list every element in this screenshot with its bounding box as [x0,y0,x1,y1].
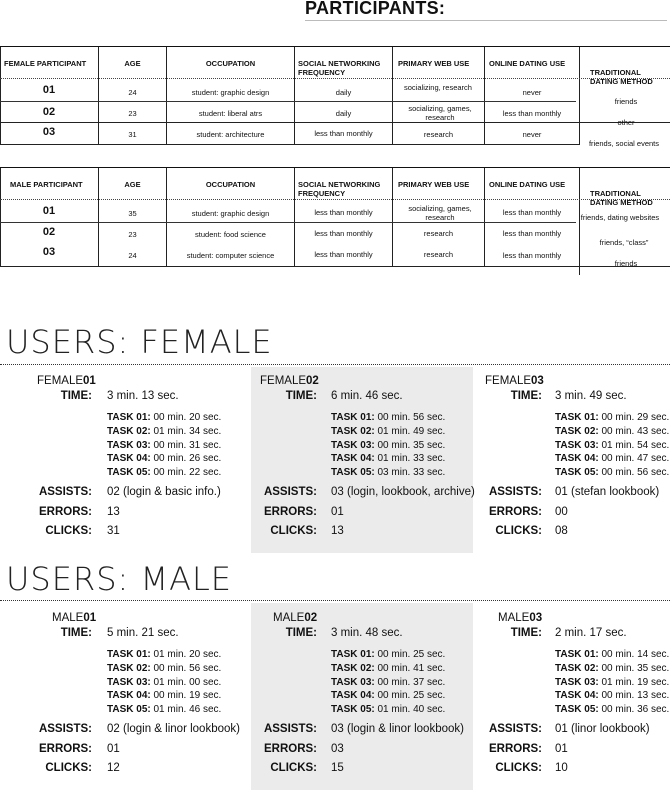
traditional-cell: friends [614,97,638,106]
header-age: AGE [124,59,141,68]
header-online-dating: ONLINE DATING USE [489,59,566,68]
task-duration: 00 min. 35 sec. [374,439,446,451]
user-name [485,375,544,387]
header-traditional-dating: TRADITIONAL DATING METHOD [590,68,653,86]
task-label: TASK 03: [107,439,151,451]
traditional-cell: friends, dating websites [580,213,660,222]
users-female-title: USERS: FEMALE [6,323,273,361]
assists-value: 01 (linor lookbook) [555,723,650,735]
occupation-cell: student: graphic design [191,209,270,218]
assists-value: 02 (login & basic info.) [107,486,221,498]
user-name [260,375,319,387]
clicks-label: CLICKS: [45,762,92,774]
online-dating-cell: less than monthly [502,109,562,118]
task-duration: 00 min. 22 sec. [150,467,222,479]
task-label: TASK 02: [331,425,375,437]
time-label: TIME: [510,390,542,402]
task-duration: 01 min. 46 sec. [150,704,222,716]
users-male-title: USERS: MALE [6,560,232,598]
assists-label: ASSISTS: [488,723,542,735]
user-number: 01 [83,612,97,624]
task-time [331,648,445,662]
task-time [555,703,669,717]
task-duration: 01 min. 20 sec. [150,649,222,660]
task-label: TASK 03: [331,676,375,688]
errors-label: ERRORS: [488,743,542,755]
traditional-cell: friends [614,259,638,268]
errors-label: ERRORS: [38,506,92,518]
age-cell: 35 [128,209,137,218]
assists-value: 03 (login, lookbook, archive) [331,486,475,498]
column-divider [579,47,580,127]
task-duration: 00 min. 13 sec. [598,690,670,702]
errors-label: ERRORS: [38,743,92,755]
clicks-label: CLICKS: [495,525,542,537]
social-cell: less than monthly [314,229,373,238]
task-duration: 00 min. 35 sec. [598,662,670,674]
assists-value: 03 (login & linor lookbook) [331,723,464,735]
online-dating-cell: less than monthly [502,208,562,217]
user-name [498,612,542,624]
participants-title: PARTICIPANTS: [305,0,446,18]
user-name [273,612,317,624]
task-label: TASK 05: [331,704,375,716]
web-use-cell: research [423,130,454,139]
header-participant: MALE PARTICIPANT [10,180,83,189]
occupation-cell: student: architecture [196,130,265,139]
assists-label: ASSISTS: [263,486,317,498]
task-label: TASK 05: [107,704,151,716]
task-time [331,703,445,717]
web-use-cell: research [423,229,454,238]
task-duration: 01 min. 54 sec. [598,439,670,451]
task-duration: 01 min. 34 sec. [150,425,222,437]
online-dating-cell: less than monthly [502,251,562,260]
clicks-label: CLICKS: [270,762,317,774]
participant-id: 01 [42,84,56,96]
time-label: TIME: [285,390,317,402]
task-time [331,676,445,690]
online-dating-cell: never [522,88,542,97]
time-label: TIME: [510,627,542,639]
task-duration: 00 min. 56 sec. [374,412,446,423]
clicks-label: CLICKS: [45,525,92,537]
task-duration: 01 min. 40 sec. [374,704,446,716]
header-primary-web-use: PRIMARY WEB USE [398,59,470,68]
time-label: TIME: [285,627,317,639]
clicks-value: 08 [555,525,568,537]
task-duration: 01 min. 19 sec. [598,676,670,688]
row-divider [0,222,576,223]
traditional-cell: other [617,118,635,127]
clicks-value: 31 [107,525,120,537]
task-time [555,439,669,453]
social-cell: daily [335,88,352,97]
task-time [331,439,445,453]
male-table-row-3 [0,243,670,266]
task-time [331,452,445,466]
task-time [331,689,445,703]
assists-label: ASSISTS: [38,486,92,498]
errors-label: ERRORS: [488,506,542,518]
task-duration: 00 min. 29 sec. [598,412,670,423]
participant-id: 02 [42,106,56,118]
assists-value: 02 (login & linor lookbook) [107,723,240,735]
web-use-cell: socializing, games, research [408,204,472,222]
user-group-prefix: FEMALE [37,375,84,387]
column-divider [392,47,393,123]
clicks-value: 10 [555,762,568,774]
task-duration: 00 min. 20 sec. [150,412,222,423]
task-time [331,662,445,676]
task-time [555,662,669,676]
task-label: TASK 04: [555,453,599,465]
task-duration: 00 min. 14 sec. [598,649,670,660]
errors-value: 00 [555,506,568,518]
task-duration: 00 min. 25 sec. [374,649,446,660]
user-number: 02 [304,612,318,624]
assists-label: ASSISTS: [38,723,92,735]
header-online-dating: ONLINE DATING USE [489,180,566,189]
task-duration: 00 min. 31 sec. [150,439,222,451]
task-duration: 00 min. 36 sec. [598,704,670,716]
male-participant-table [0,167,670,247]
task-time [555,648,669,662]
occupation-cell: student: food science [195,230,266,239]
task-label: TASK 03: [331,439,375,451]
task-label: TASK 01: [107,649,151,660]
header-traditional-dating: TRADITIONAL DATING METHOD [590,189,653,207]
header-age: AGE [124,180,141,189]
task-time [331,411,445,425]
user-name [52,612,96,624]
errors-value: 03 [331,743,344,755]
task-label: TASK 04: [107,453,151,465]
task-label: TASK 03: [555,439,599,451]
task-label: TASK 04: [555,690,599,702]
occupation-cell: student: computer science [186,251,275,260]
user-name [37,375,96,387]
task-time [555,466,669,480]
task-duration: 03 min. 33 sec. [374,467,446,479]
task-time [107,662,221,676]
user-group-prefix: MALE [273,612,305,624]
participant-id: 03 [42,246,56,258]
user-group-prefix: MALE [498,612,530,624]
section-rule [0,364,670,365]
errors-label: ERRORS: [263,743,317,755]
task-duration: 00 min. 56 sec. [150,662,222,674]
task-time [107,676,221,690]
time-value: 3 min. 48 sec. [331,627,403,639]
task-duration: 00 min. 26 sec. [150,453,222,465]
occupation-cell: student: liberal atrs [198,109,263,118]
task-duration: 00 min. 19 sec. [150,690,222,702]
header-primary-web-use: PRIMARY WEB USE [398,180,470,189]
header-occupation: OCCUPATION [205,59,256,68]
task-label: TASK 05: [107,467,151,479]
task-label: TASK 01: [107,412,151,423]
participant-id: 02 [42,226,56,238]
time-value: 2 min. 17 sec. [555,627,627,639]
task-duration: 01 min. 33 sec. [374,453,446,465]
social-cell: daily [335,109,352,118]
user-number: 01 [83,375,96,387]
web-use-cell: research [423,250,454,259]
task-time [107,425,221,439]
user-number: 03 [529,612,543,624]
time-value: 3 min. 13 sec. [107,390,179,402]
clicks-value: 12 [107,762,120,774]
task-time [107,452,221,466]
task-label: TASK 02: [107,425,151,437]
task-time [107,466,221,480]
task-label: TASK 02: [555,425,599,437]
user-number: 02 [306,375,319,387]
time-label: TIME: [60,390,92,402]
task-time [555,689,669,703]
header-divider [0,199,670,200]
clicks-label: CLICKS: [270,525,317,537]
assists-value: 01 (stefan lookbook) [555,486,660,498]
task-label: TASK 01: [331,412,375,423]
task-label: TASK 01: [555,412,599,423]
time-label: TIME: [60,627,92,639]
task-label: TASK 01: [331,649,375,660]
task-time [107,439,221,453]
social-cell: less than monthly [314,208,373,217]
task-duration: 00 min. 47 sec. [598,453,670,465]
task-label: TASK 02: [555,662,599,674]
clicks-value: 13 [331,525,344,537]
task-label: TASK 04: [107,690,151,702]
web-use-cell: socializing, games, research [408,104,472,122]
task-label: TASK 02: [331,662,375,674]
task-time [555,411,669,425]
task-label: TASK 05: [331,467,375,479]
task-time [331,425,445,439]
errors-value: 13 [107,506,120,518]
participant-id: 01 [42,205,56,217]
female-table-row-3 [0,122,670,148]
task-label: TASK 05: [555,467,599,479]
time-value: 5 min. 21 sec. [107,627,179,639]
user-group-prefix: MALE [52,612,84,624]
task-label: TASK 05: [555,704,599,716]
task-duration: 01 min. 00 sec. [150,676,222,688]
task-time [107,411,221,425]
social-cell: less than monthly [314,250,373,259]
social-cell: less than monthly [314,129,373,138]
online-dating-cell: less than monthly [502,229,562,238]
task-time [107,689,221,703]
online-dating-cell: never [522,130,542,139]
age-cell: 23 [128,230,137,239]
assists-label: ASSISTS: [488,486,542,498]
task-duration: 00 min. 25 sec. [374,690,446,702]
errors-value: 01 [331,506,344,518]
task-time [555,452,669,466]
row-divider [0,101,576,102]
header-participant: FEMALE PARTICIPANT [4,59,87,68]
clicks-label: CLICKS: [495,762,542,774]
task-time [555,425,669,439]
task-time [107,703,221,717]
participant-id: 03 [42,126,56,138]
time-value: 6 min. 46 sec. [331,390,403,402]
header-social-networking: SOCIAL NETWORKING FREQUENCY [298,180,381,198]
header-divider [0,78,670,79]
task-label: TASK 02: [107,662,151,674]
task-label: TASK 04: [331,453,375,465]
header-occupation: OCCUPATION [205,180,256,189]
clicks-value: 15 [331,762,344,774]
traditional-cell: friends, “class” [599,238,649,247]
female-participant-table [0,46,670,127]
task-label: TASK 03: [107,676,151,688]
occupation-cell: student: graphic design [191,88,270,97]
errors-value: 01 [107,743,120,755]
task-duration: 00 min. 56 sec. [598,467,670,479]
section-rule [0,600,670,601]
errors-label: ERRORS: [263,506,317,518]
header-social-networking: SOCIAL NETWORKING FREQUENCY [298,59,381,77]
user-number: 03 [531,375,544,387]
user-group-prefix: FEMALE [485,375,532,387]
task-time [555,676,669,690]
task-duration: 01 min. 49 sec. [374,425,446,437]
time-value: 3 min. 49 sec. [555,390,627,402]
assists-label: ASSISTS: [263,723,317,735]
task-time [331,466,445,480]
participants-title-rule [305,20,667,21]
task-label: TASK 01: [555,649,599,660]
task-duration: 00 min. 41 sec. [374,662,446,674]
task-label: TASK 04: [331,690,375,702]
errors-value: 01 [555,743,568,755]
user-group-prefix: FEMALE [260,375,307,387]
task-label: TASK 03: [555,676,599,688]
task-duration: 00 min. 43 sec. [598,425,670,437]
task-time [107,648,221,662]
age-cell: 31 [128,130,137,139]
traditional-cell: friends, social events [588,139,660,148]
age-cell: 23 [128,109,137,118]
age-cell: 24 [128,88,137,97]
web-use-cell: socializing, research [404,83,472,92]
task-duration: 00 min. 37 sec. [374,676,446,688]
age-cell: 24 [128,251,137,260]
